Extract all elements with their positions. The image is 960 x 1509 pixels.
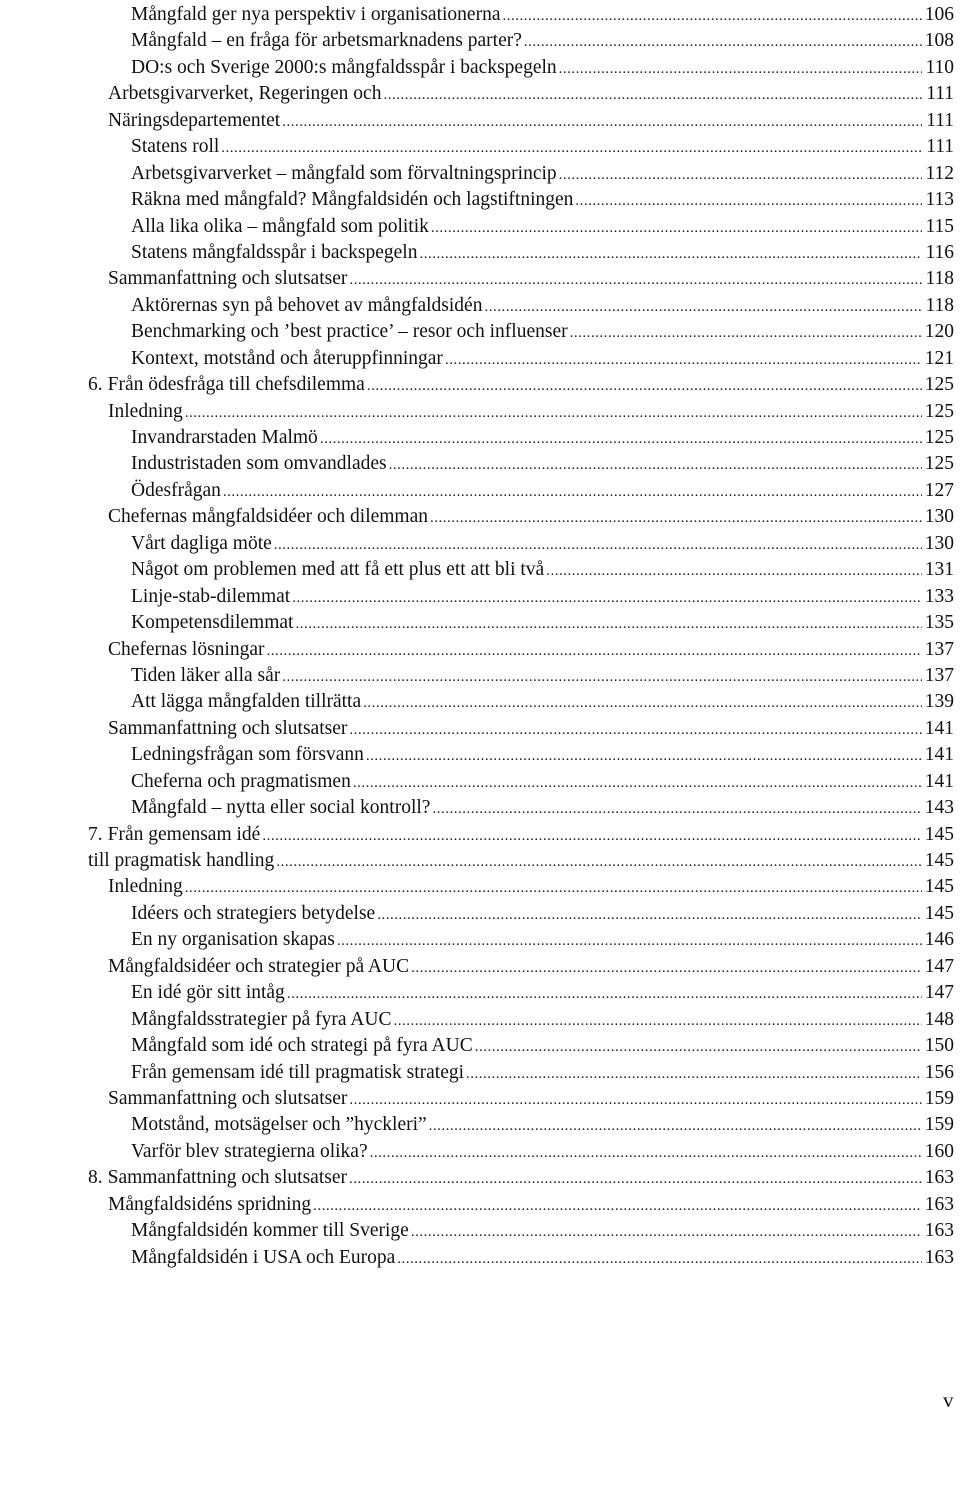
toc-entry (0, 637, 960, 663)
toc-entry (0, 187, 960, 213)
toc-entry (0, 1112, 960, 1138)
toc-dot-leader (223, 479, 922, 505)
toc-dot-leader (287, 981, 922, 1007)
toc-entry-title: Cheferna och pragmatismen (131, 770, 351, 792)
toc-dot-leader (274, 532, 922, 558)
toc-entry-title: Arbetsgivarverket, Regeringen och (108, 83, 382, 105)
toc-entry-page: 115 (925, 215, 954, 237)
toc-entry-title: Mångfald – en fråga för arbetsmarknadens parter? (131, 30, 522, 52)
toc-entry-title: Chefernas lösningar (108, 638, 265, 660)
toc-dot-leader (363, 690, 922, 716)
toc-dot-leader (484, 294, 922, 320)
toc-entry-title: Räkna med mångfald? Mångfaldsidén och lagstiftningen (131, 189, 574, 211)
toc-entry (0, 161, 960, 187)
toc-chapter-number: 8. (88, 1167, 103, 1189)
toc-dot-leader (370, 1140, 922, 1166)
toc-dot-leader (262, 823, 922, 849)
toc-dot-leader (475, 1034, 922, 1060)
toc-entry-page: 125 (924, 400, 954, 422)
toc-dot-leader (502, 3, 922, 29)
toc-entry-page: 116 (925, 241, 954, 263)
toc-entry-page: 139 (924, 691, 954, 713)
table-of-contents (0, 2, 960, 1271)
toc-entry (0, 81, 960, 107)
toc-entry-page: 112 (925, 162, 954, 184)
toc-entry (0, 1060, 960, 1086)
toc-entry (0, 716, 960, 742)
toc-chapter-number: 7. (88, 823, 103, 845)
toc-dot-leader (431, 215, 922, 241)
toc-entry-page: 146 (924, 929, 954, 951)
toc-entry-title: Inledning (108, 400, 183, 422)
toc-entry-page: 163 (924, 1193, 954, 1215)
toc-dot-leader (411, 955, 922, 981)
toc-entry-title: Kontext, motstånd och återuppfinningar (131, 347, 443, 369)
toc-entry (0, 28, 960, 54)
toc-entry-page: 159 (924, 1087, 954, 1109)
toc-dot-leader (389, 452, 922, 478)
toc-entry-page: 106 (924, 4, 954, 25)
toc-dot-leader (320, 426, 922, 452)
toc-entry (0, 610, 960, 636)
toc-entry-title: Mångfaldsidéer och strategier på AUC (108, 955, 410, 977)
toc-dot-leader (337, 928, 922, 954)
toc-entry (0, 1165, 960, 1191)
toc-entry-page: 159 (924, 1114, 954, 1136)
toc-entry (0, 689, 960, 715)
toc-entry-page: 147 (924, 955, 954, 977)
toc-dot-leader (429, 1113, 922, 1139)
toc-entry-page: 137 (924, 638, 954, 660)
toc-dot-leader (570, 320, 922, 346)
toc-entry-title: Benchmarking och ’best practice’ – resor och influenser (131, 321, 568, 343)
toc-entry (0, 663, 960, 689)
toc-dot-leader (411, 1219, 922, 1245)
toc-entry-title: Sammanfattning och slutsatser (107, 1167, 347, 1189)
toc-entry-page: 111 (926, 109, 954, 131)
toc-entry-title: Motstånd, motsägelser och ”hyckleri” (131, 1114, 427, 1136)
toc-entry-title: Varför blev strategierna olika? (131, 1140, 368, 1162)
toc-entry-page: 118 (925, 294, 954, 316)
toc-entry-title: till pragmatisk handling (88, 850, 275, 871)
toc-entry-title: Sammanfattning och slutsatser (108, 717, 348, 739)
toc-entry-page: 145 (924, 876, 954, 898)
toc-entry-title: Från ödesfråga till chefsdilemma (107, 374, 365, 396)
toc-entry (0, 1007, 960, 1033)
toc-entry (0, 1033, 960, 1059)
toc-entry-page: 148 (924, 1008, 954, 1030)
toc-entry-page: 125 (924, 427, 954, 448)
toc-entry-page: 145 (924, 823, 954, 845)
toc-entry-page: 111 (926, 136, 954, 158)
toc-entry-title: Linje-stab-dilemmat (131, 585, 291, 607)
toc-entry (0, 822, 960, 848)
toc-entry-title: Ledningsfrågan som försvann (131, 744, 364, 766)
toc-entry-page: 145 (924, 902, 954, 924)
toc-dot-leader (546, 558, 922, 584)
toc-entry-title: En idé gör sitt intåg (131, 982, 285, 1004)
toc-entry-title: Mångfald som idé och strategi på fyra AUC (131, 1035, 473, 1057)
toc-entry-title: Chefernas mångfaldsidéer och dilemman (108, 506, 429, 528)
toc-entry-page: 141 (924, 770, 954, 792)
toc-dot-leader (353, 770, 922, 796)
toc-entry (0, 557, 960, 583)
toc-entry-title: Mångfald ger nya perspektiv i organisationerna (131, 4, 501, 25)
toc-entry (0, 266, 960, 292)
toc-entry-page: 163 (924, 1220, 954, 1242)
toc-dot-leader (292, 585, 922, 611)
toc-dot-leader (267, 638, 923, 664)
toc-chapter-number: 6. (88, 374, 103, 396)
toc-entry-page: 156 (924, 1061, 954, 1083)
toc-entry-page: 108 (924, 30, 954, 52)
toc-dot-leader (282, 664, 922, 690)
toc-dot-leader (221, 135, 922, 161)
toc-entry (0, 478, 960, 504)
toc-entry (0, 531, 960, 557)
toc-entry-page: 143 (924, 797, 954, 819)
toc-entry-page: 121 (924, 347, 954, 369)
toc-entry-page: 141 (924, 717, 954, 739)
toc-entry-page: 120 (924, 321, 954, 343)
toc-entry-title: Från gemensam idé (107, 823, 261, 845)
toc-entry-page: 130 (924, 506, 954, 528)
toc-entry-page: 135 (924, 612, 954, 634)
toc-entry-title: Ödesfrågan (131, 479, 221, 501)
toc-entry (0, 1245, 960, 1271)
toc-entry-page: 147 (924, 982, 954, 1004)
toc-entry (0, 1139, 960, 1165)
toc-dot-leader (282, 109, 922, 135)
toc-dot-leader (432, 796, 922, 822)
toc-entry-page: 141 (924, 744, 954, 766)
toc-entry-page: 110 (925, 56, 954, 78)
toc-entry-title: Idéers och strategiers betydelse (131, 902, 376, 924)
toc-entry (0, 346, 960, 372)
toc-entry (0, 108, 960, 134)
toc-entry (0, 399, 960, 425)
toc-dot-leader (575, 188, 922, 214)
toc-entry-title: Alla lika olika – mångfald som politik (131, 215, 429, 237)
toc-entry-page: 118 (925, 268, 954, 290)
toc-dot-leader (313, 1193, 922, 1219)
toc-dot-leader (419, 241, 922, 267)
toc-entry (0, 240, 960, 266)
toc-dot-leader (349, 1166, 922, 1192)
toc-dot-leader (430, 505, 922, 531)
toc-entry (0, 319, 960, 345)
toc-entry (0, 134, 960, 160)
toc-entry-page: 133 (924, 585, 954, 607)
toc-dot-leader (559, 56, 922, 82)
toc-entry (0, 55, 960, 81)
toc-entry (0, 504, 960, 530)
toc-entry-title: Mångfaldsidén kommer till Sverige (131, 1220, 409, 1242)
toc-entry-title: Från gemensam idé till pragmatisk strategi (131, 1061, 465, 1083)
toc-entry (0, 1192, 960, 1218)
toc-entry-page: 127 (924, 479, 954, 501)
toc-dot-leader (466, 1061, 922, 1087)
toc-entry-title: Mångfaldsstrategier på fyra AUC (131, 1008, 392, 1030)
toc-dot-leader (276, 849, 922, 875)
toc-entry-title: Mångfald – nytta eller social kontroll? (131, 797, 431, 819)
toc-entry-page: 113 (925, 189, 954, 211)
toc-entry-page: 163 (924, 1246, 954, 1268)
toc-entry (0, 954, 960, 980)
toc-entry (0, 980, 960, 1006)
toc-entry (0, 1218, 960, 1244)
toc-entry (0, 1086, 960, 1112)
toc-dot-leader (559, 162, 922, 188)
toc-dot-leader (185, 400, 922, 426)
toc-dot-leader (349, 717, 922, 743)
toc-entry-title: Näringsdepartementet (108, 109, 281, 131)
toc-entry (0, 742, 960, 768)
toc-entry-title: Sammanfattning och slutsatser (108, 268, 348, 290)
toc-dot-leader (383, 82, 922, 108)
toc-dot-leader (366, 743, 922, 769)
toc-dot-leader (185, 875, 922, 901)
toc-entry-page: 145 (924, 850, 954, 871)
toc-entry-title: Invandrarstaden Malmö (131, 427, 318, 448)
toc-entry-page: 130 (924, 532, 954, 554)
toc-entry-title: Statens mångfaldsspår i backspegeln (131, 241, 418, 263)
toc-entry-page: 137 (924, 664, 954, 686)
toc-entry (0, 2, 960, 28)
toc-entry-title: Att lägga mångfalden tillrätta (131, 691, 362, 713)
toc-dot-leader (295, 611, 922, 637)
toc-entry (0, 874, 960, 900)
toc-entry-title: Något om problemen med att få ett plus ett att bli två (131, 559, 545, 581)
toc-entry-title: Inledning (108, 876, 183, 898)
toc-entry (0, 901, 960, 927)
toc-entry-title: Sammanfattning och slutsatser (108, 1087, 348, 1109)
toc-entry (0, 795, 960, 821)
toc-entry-title: Aktörernas syn på behovet av mångfaldsidén (131, 294, 483, 316)
toc-dot-leader (349, 1087, 922, 1113)
toc-entry-title: Arbetsgivarverket – mångfald som förvaltningsprincip (131, 162, 557, 184)
toc-entry-page: 160 (924, 1140, 954, 1162)
toc-entry (0, 451, 960, 477)
toc-entry-title: Kompetensdilemmat (131, 612, 294, 634)
toc-entry-title: Vårt dagliga möte (131, 532, 272, 554)
toc-entry-page: 125 (924, 453, 954, 475)
toc-entry (0, 214, 960, 240)
toc-dot-leader (445, 347, 922, 373)
toc-dot-leader (367, 373, 922, 399)
toc-entry-title: En ny organisation skapas (131, 929, 335, 951)
toc-entry-title: Tiden läker alla sår (131, 664, 281, 686)
toc-entry-title: Mångfaldsidéns spridning (108, 1193, 312, 1215)
toc-dot-leader (524, 29, 922, 55)
toc-entry-title: Industristaden som omvandlades (131, 453, 387, 475)
toc-entry-title: Statens roll (131, 136, 220, 158)
toc-dot-leader (349, 267, 922, 293)
toc-entry-title: Mångfaldsidén i USA och Europa (131, 1246, 396, 1268)
toc-dot-leader (393, 1008, 922, 1034)
toc-entry (0, 425, 960, 451)
toc-entry-page: 150 (924, 1035, 954, 1057)
toc-dot-leader (377, 902, 922, 928)
page-number: v (943, 1388, 954, 1412)
toc-entry-page: 163 (924, 1167, 954, 1189)
toc-entry (0, 769, 960, 795)
toc-entry (0, 927, 960, 953)
toc-entry (0, 293, 960, 319)
toc-entry-page: 111 (926, 83, 954, 105)
toc-entry-title: DO:s och Sverige 2000:s mångfaldsspår i backspegeln (131, 56, 557, 78)
toc-entry-page: 125 (924, 374, 954, 396)
toc-entry (0, 584, 960, 610)
toc-entry (0, 372, 960, 398)
toc-entry (0, 848, 960, 874)
toc-entry-page: 131 (924, 559, 954, 581)
toc-dot-leader (397, 1246, 922, 1272)
